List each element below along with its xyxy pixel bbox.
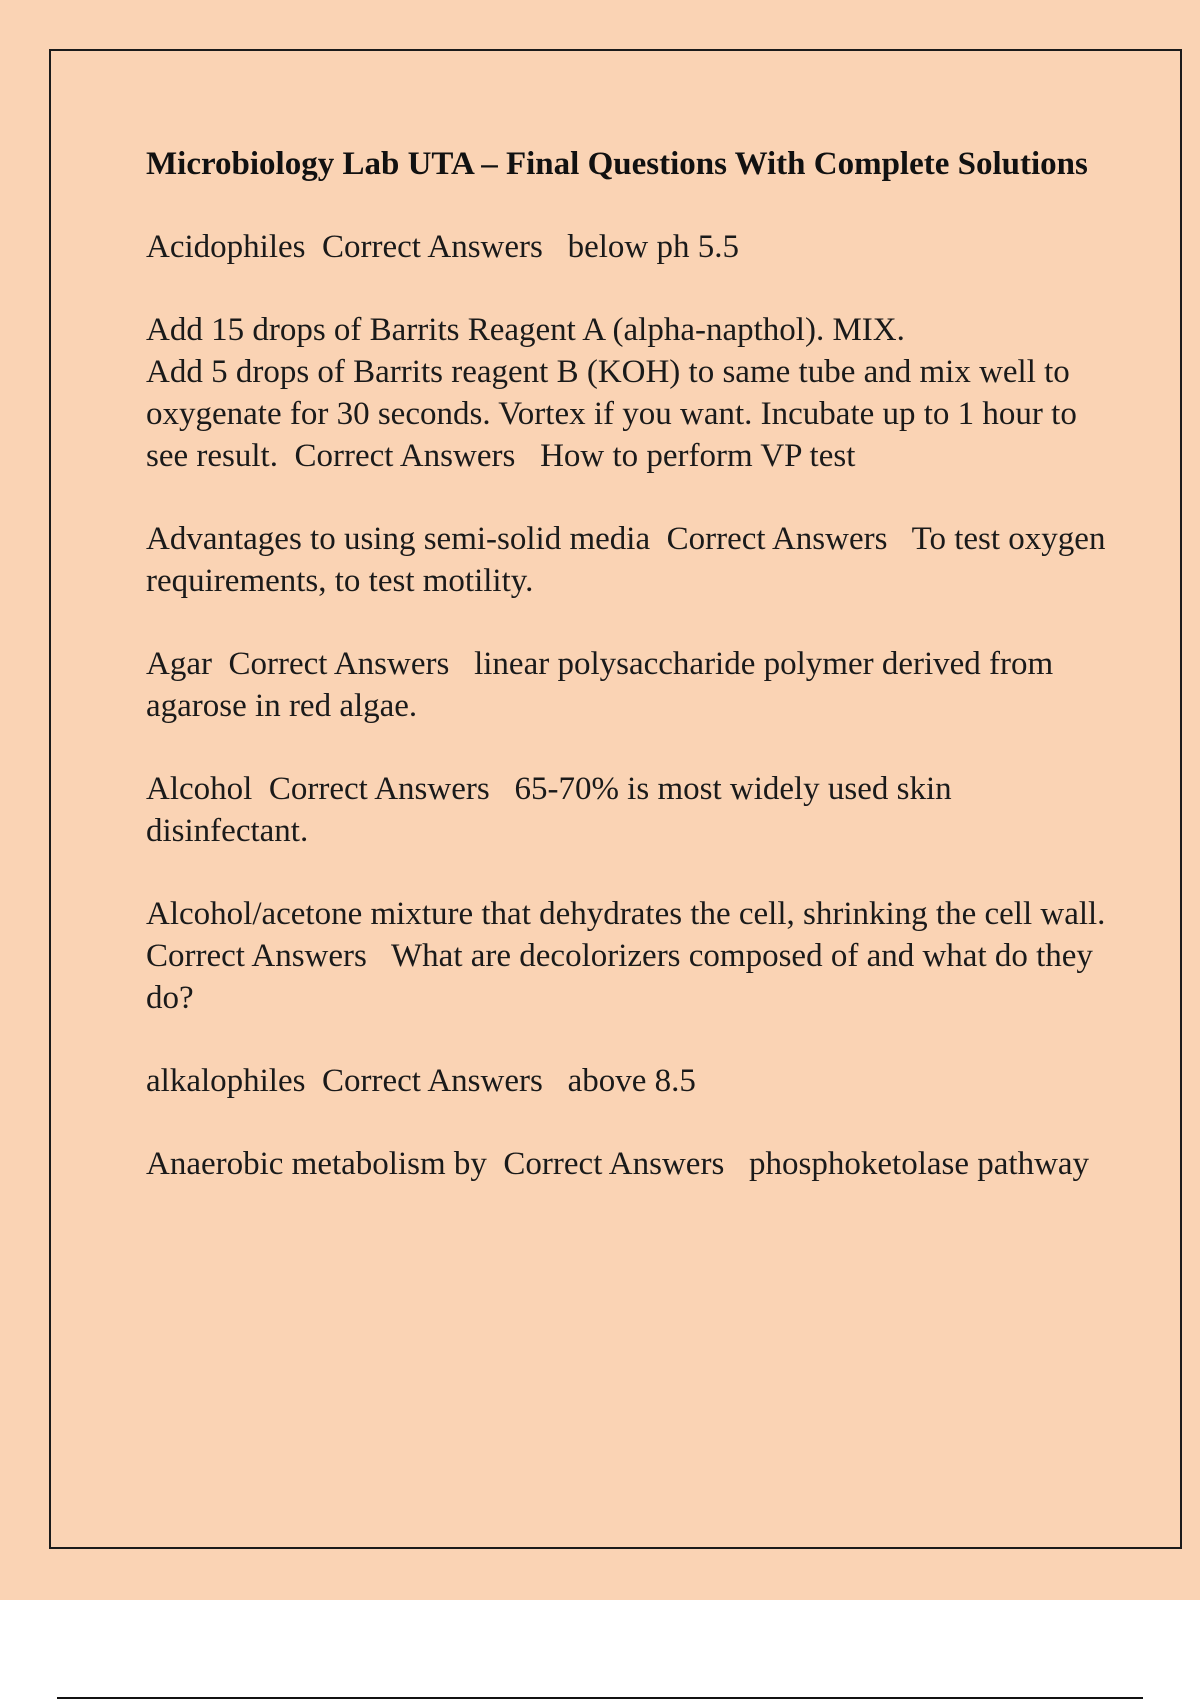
qa-separator: Correct Answers: [146, 938, 367, 974]
qa-answer: To test oxygen requirements, to test motility.: [146, 521, 1114, 599]
qa-answer: phosphoketolase pathway: [749, 1146, 1090, 1182]
qa-question: Agar: [146, 646, 212, 682]
qa-answer: linear polysaccharide polymer derived from agarose in red algae.: [146, 646, 1062, 724]
qa-item-anaerobic-metabolism: [146, 1143, 1106, 1185]
qa-question: Alcohol: [146, 771, 253, 807]
qa-item-acidophiles: [146, 226, 1106, 268]
qa-answer: above 8.5: [567, 1063, 696, 1099]
qa-separator: Correct Answers: [294, 438, 516, 474]
document-title: Microbiology Lab UTA – Final Questions With Complete Solutions: [146, 146, 1088, 182]
qa-answer: What are decolorizers composed of and what do they do?: [146, 938, 1102, 1016]
document-body: [146, 143, 1114, 1185]
qa-question: Acidophiles: [146, 229, 306, 265]
qa-separator: Correct Answers: [503, 1146, 725, 1182]
qa-separator: Correct Answers: [666, 521, 888, 557]
qa-answer: below ph 5.5: [567, 229, 740, 265]
qa-item-semi-solid-media: [146, 518, 1114, 602]
qa-question: Advantages to using semi-solid media: [146, 521, 651, 557]
qa-item-decolorizers: [146, 893, 1106, 1019]
qa-item-agar: [146, 643, 1106, 727]
qa-answer: How to perform VP test: [540, 438, 856, 474]
qa-question: alkalophiles: [146, 1063, 306, 1099]
qa-separator: Correct Answers: [268, 771, 490, 807]
qa-separator: Correct Answers: [321, 229, 543, 265]
qa-question: Anaerobic metabolism by: [146, 1146, 487, 1182]
qa-question: Alcohol/acetone mixture that dehydrates the cell, shrinking the cell wall.: [146, 896, 1106, 932]
qa-item-vp-test: [146, 309, 1106, 477]
qa-item-alkalophiles: [146, 1060, 1106, 1102]
qa-question: Add 15 drops of Barrits Reagent A (alpha-napthol). MIX. Add 5 drops of Barrits reagent B (KOH) to same tube and mix well to oxygenate for 30 seconds. Vortex if you want. Incubate up to 1 hour to see result.: [146, 312, 1077, 474]
qa-separator: Correct Answers: [228, 646, 450, 682]
qa-separator: Correct Answers: [321, 1063, 543, 1099]
qa-item-alcohol: [146, 768, 1106, 852]
footer-divider: [57, 1697, 1143, 1699]
qa-answer: 65-70% is most widely used skin disinfectant.: [146, 771, 960, 849]
